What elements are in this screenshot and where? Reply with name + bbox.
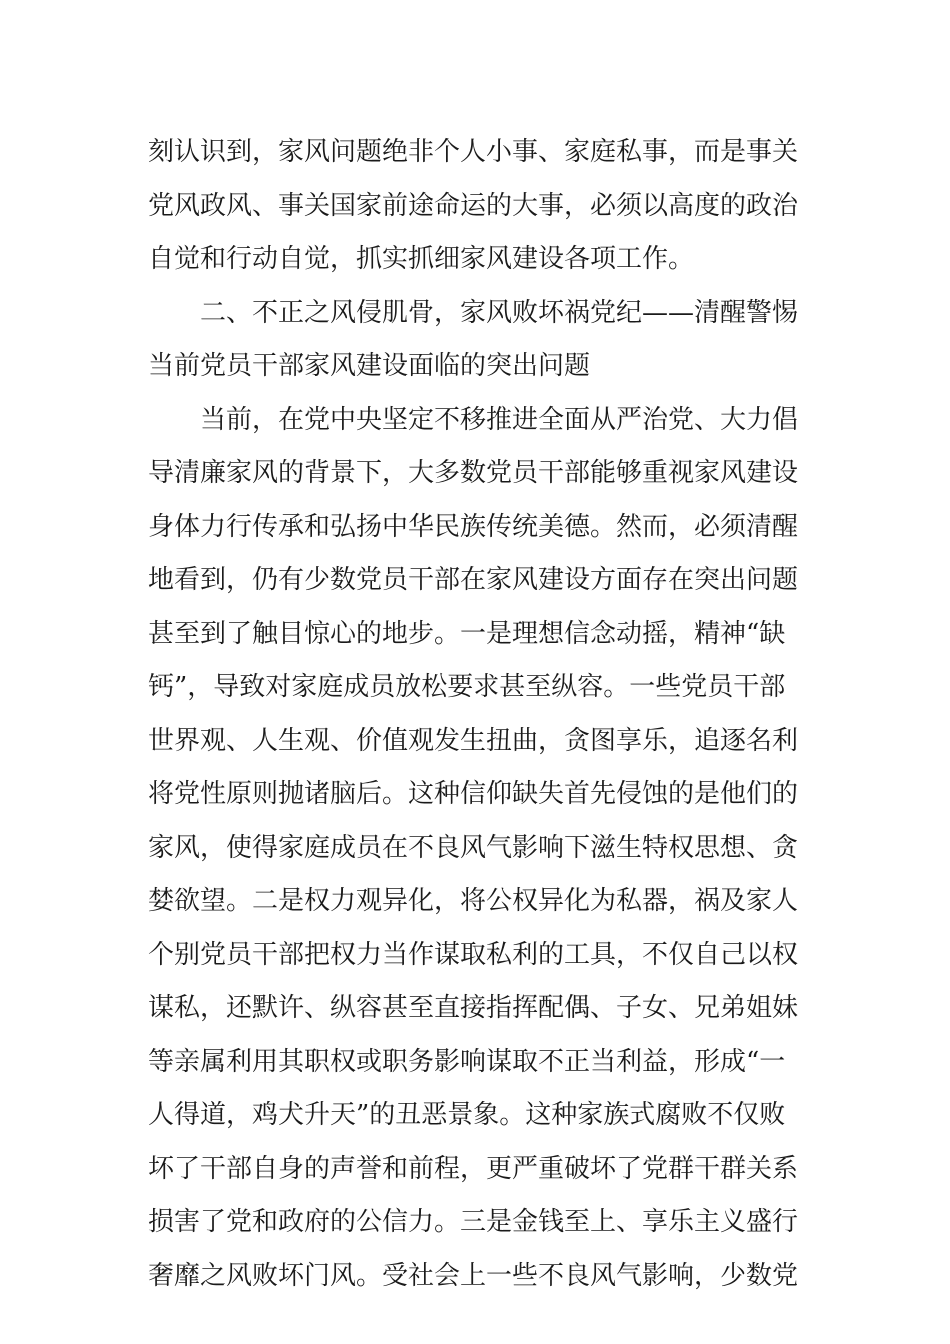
text-line: 世界观、人生观、价值观发生扭曲，贪图享乐，追逐名利 [148,725,799,756]
text-line: 人得道，鸡犬升天”的丑恶景象。这种家族式腐败不仅败 [148,1100,786,1130]
text-line: 家风，使得家庭成员在不良风气影响下滋生特权思想、贪 [148,832,799,863]
text-line: 谋私，还默许、纵容甚至直接指挥配偶、子女、兄弟姐妹 [148,993,799,1023]
text-line: 奢靡之风败坏门风。受社会上一些不良风气影响，少数党 [148,1260,799,1291]
text-line: 婪欲望。二是权力观异化，将公权异化为私器，祸及家人 [148,886,799,916]
text-line: 等亲属利用其职权或职务影响谋取不正当利益，形成“一 [148,1046,786,1077]
text-line: 当前党员干部家风建设面临的突出问题 [148,351,591,381]
text-line: 导清廉家风的背景下，大多数党员干部能够重视家风建设 [148,458,799,488]
document-body [148,126,806,1303]
text-line: 地看到，仍有少数党员干部在家风建设方面存在突出问题 [148,565,799,595]
text-line: 党风政风、事关国家前途命运的大事，必须以高度的政治 [148,190,799,221]
text-line: 二、不正之风侵肌骨，家风败坏祸党纪——清醒警惕 [200,297,799,328]
text-line: 当前，在党中央坚定不移推进全面从严治党、大力倡 [200,404,799,435]
text-line: 身体力行传承和弘扬中华民族传统美德。然而，必须清醒 [148,511,799,542]
text-line: 损害了党和政府的公信力。三是金钱至上、享乐主义盛行 [148,1207,799,1237]
text-line: 甚至到了触目惊心的地步。一是理想信念动摇，精神“缺 [148,618,786,649]
text-line: 将党性原则抛诸脑后。这种信仰缺失首先侵蚀的是他们的 [148,779,799,809]
text-line: 个别党员干部把权力当作谋取私利的工具，不仅自己以权 [148,939,799,970]
text-line: 刻认识到，家风问题绝非个人小事、家庭私事，而是事关 [148,137,799,167]
text-line: 自觉和行动自觉，抓实抓细家风建设各项工作。 [148,244,695,274]
text-line: 坏了干部自身的声誉和前程，更严重破坏了党群干群关系 [148,1153,799,1184]
text-line: 钙”，导致对家庭成员放松要求甚至纵容。一些党员干部 [148,672,786,702]
